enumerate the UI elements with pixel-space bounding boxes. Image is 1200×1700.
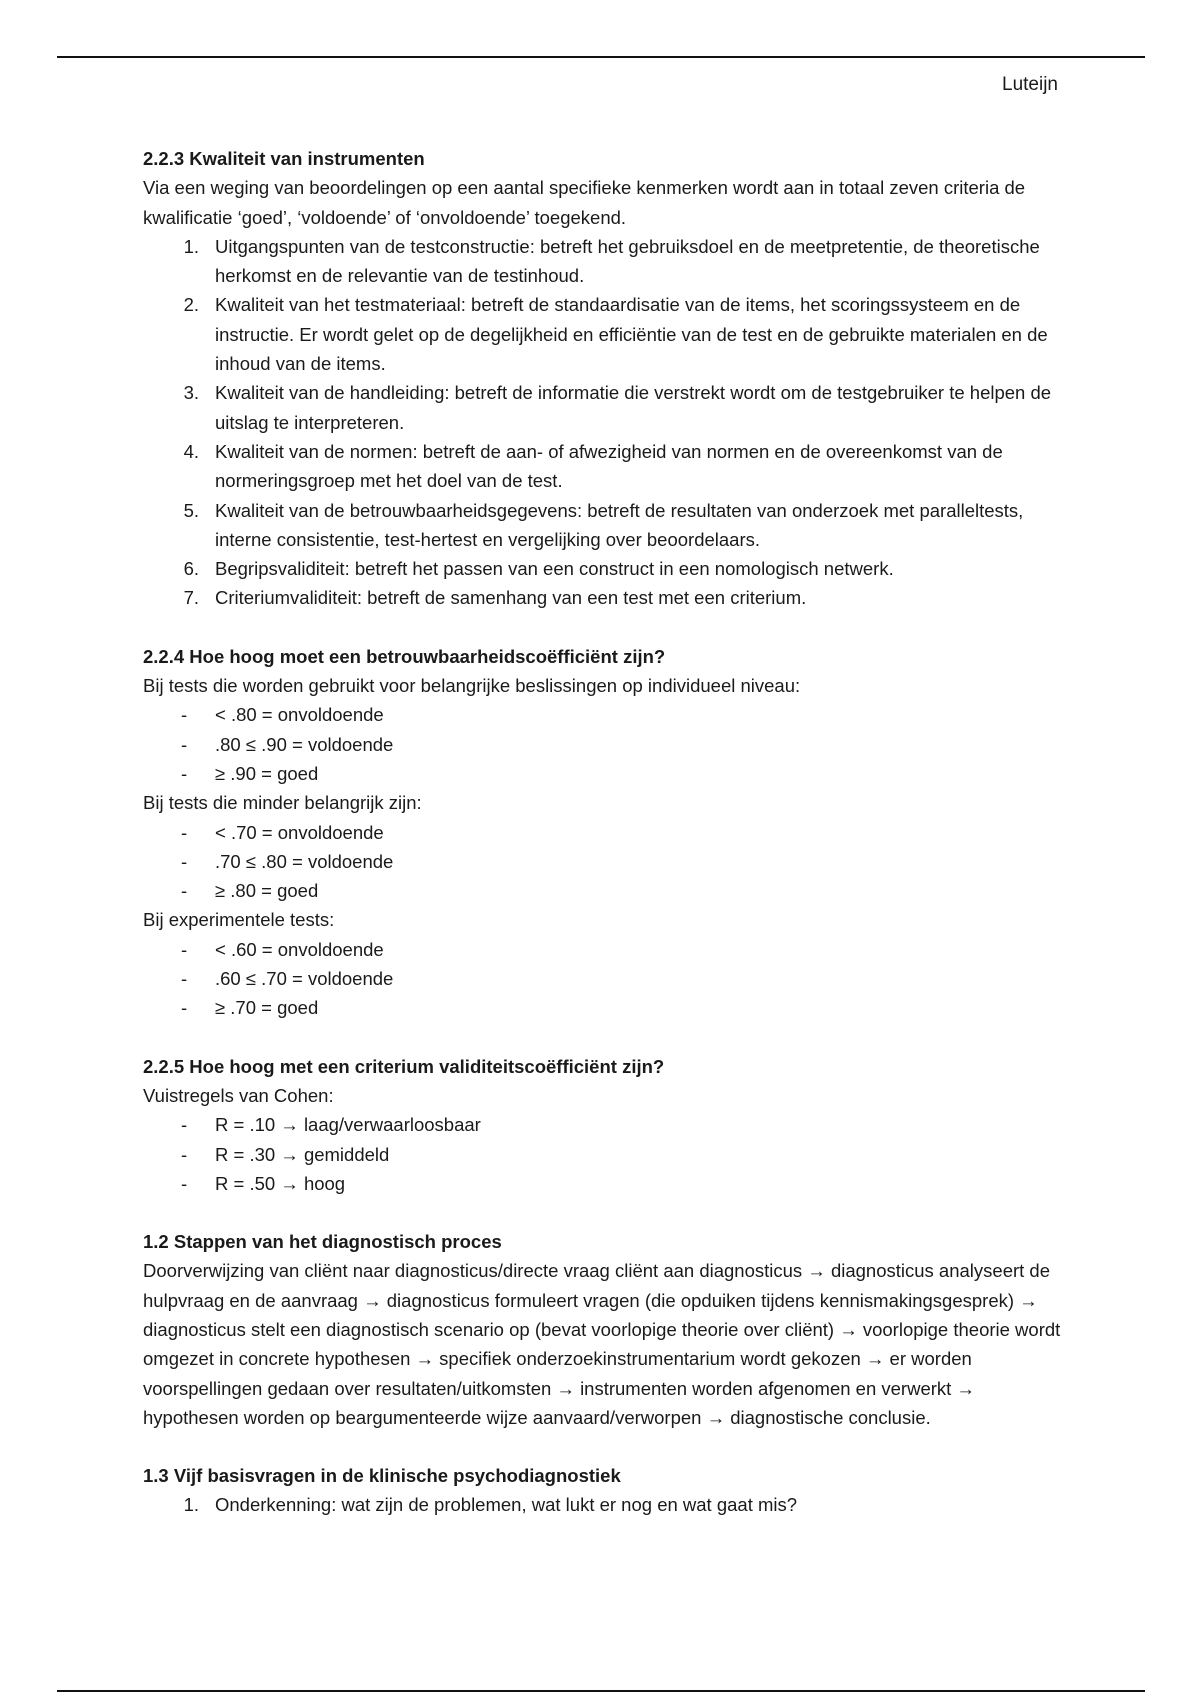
list-item: - < .60 = onvoldoende <box>181 938 384 960</box>
heading-2-2-5: 2.2.5 Hoe hoog met een criterium validiteitscoëfficiënt zijn? <box>143 1055 665 1077</box>
list-item: - R = .30 → gemiddeld <box>181 1143 390 1165</box>
dash-list <box>143 700 1063 788</box>
list-item: - R = .50 → hoog <box>181 1172 346 1194</box>
list-item: 1. Uitgangspunten van de testconstructie: betreft het gebruiksdoel en de meetpretentie, de theoretische herkomst en de relevantie van de testinhoud. <box>183 235 1040 287</box>
list-item: - ≥ .70 = goed <box>181 997 319 1019</box>
list-item: - < .80 = onvoldoende <box>181 704 384 726</box>
group-label: Bij experimentele tests: <box>143 909 335 931</box>
group-label: Bij tests die worden gebruikt voor belangrijke beslissingen op individueel niveau: <box>143 675 801 697</box>
group-label: Bij tests die minder belangrijk zijn: <box>143 792 422 814</box>
heading-1-3: 1.3 Vijf basisvragen in de klinische psychodiagnostiek <box>143 1465 621 1487</box>
dash-list <box>143 1110 1063 1198</box>
footer-rule <box>57 1690 1145 1692</box>
heading-1-2: 1.2 Stappen van het diagnostisch proces <box>143 1231 502 1253</box>
list-item: - < .70 = onvoldoende <box>181 821 384 843</box>
group-label: Vuistregels van Cohen: <box>143 1084 334 1106</box>
dash-list <box>143 935 1063 1023</box>
paragraph-2-2-3-intro: Via een weging van beoordelingen op een aantal specifieke kenmerken wordt aan in totaal zeven criteria de kwalificatie ‘goed’, ‘voldoende’ of ‘onvoldoende’ toegekend. <box>143 177 1026 228</box>
list-item: 6. Begripsvaliditeit: betreft het passen van een construct in een nomologisch netwerk. <box>183 558 894 580</box>
list-item: 2. Kwaliteit van het testmateriaal: betreft de standaardisatie van de items, het scoringssysteem en de instructie. Er wordt gelet op de degelijkheid en efficiëntie van de test en de gebruikte materialen en de inhoud van de items. <box>183 294 1048 375</box>
list-item: - .60 ≤ .70 = voldoende <box>181 968 394 990</box>
heading-2-2-4: 2.2.4 Hoe hoog moet een betrouwbaarheidscoëfficiënt zijn? <box>143 645 666 667</box>
heading-2-2-3: 2.2.3 Kwaliteit van instrumenten <box>143 148 425 169</box>
numbered-list-1-3 <box>143 1490 1063 1519</box>
document-body <box>143 144 1063 1520</box>
header-rule <box>57 56 1145 58</box>
list-item: 1. Onderkenning: wat zijn de problemen, wat lukt er nog en wat gaat mis? <box>183 1494 798 1516</box>
list-item: - .80 ≤ .90 = voldoende <box>181 733 394 755</box>
list-item: 7. Criteriumvaliditeit: betreft de samenhang van een test met een criterium. <box>183 587 807 609</box>
dash-list <box>143 818 1063 906</box>
list-item: - ≥ .80 = goed <box>181 880 319 902</box>
numbered-list-2-2-3 <box>143 232 1063 613</box>
list-item: 5. Kwaliteit van de betrouwbaarheidsgegevens: betreft de resultaten van onderzoek met paralleltests, interne consistentie, test-hertest en vergelijking over beoordelaars. <box>183 499 1024 550</box>
list-item: - .70 ≤ .80 = voldoende <box>181 850 394 872</box>
paragraph-1-2-body: Doorverwijzing van cliënt naar diagnosticus/directe vraag cliënt aan diagnosticus → diagnosticus analyseert de hulpvraag en de aanvraag → diagnosticus formuleert vragen (die opduiken tijdens kennismakingsgesprek) → diagnosticus stelt een diagnostisch scenario op (bevat voorlopige theorie over cliënt) → voorlopige theorie wordt omgezet in concrete hypothesen → specifiek onderzoekinstrumentarium wordt gekozen → er worden voorspellingen gedaan over resultaten/uitkomsten → instrumenten worden afgenomen en verwerkt → hypothesen worden op beargumenteerde wijze aanvaard/verworpen → diagnostische conclusie. <box>143 1260 1061 1428</box>
list-item: 3. Kwaliteit van de handleiding: betreft de informatie die verstrekt wordt om de testgebruiker te helpen de uitslag te interpreteren. <box>183 382 1052 433</box>
list-item: - R = .10 → laag/verwaarloosbaar <box>181 1114 481 1136</box>
header-author: Luteijn <box>1002 74 1058 95</box>
list-item: 4. Kwaliteit van de normen: betreft de aan- of afwezigheid van normen en de overeenkomst van de normeringsgroep met het doel van de test. <box>183 440 1003 492</box>
list-item: - ≥ .90 = goed <box>181 762 319 784</box>
